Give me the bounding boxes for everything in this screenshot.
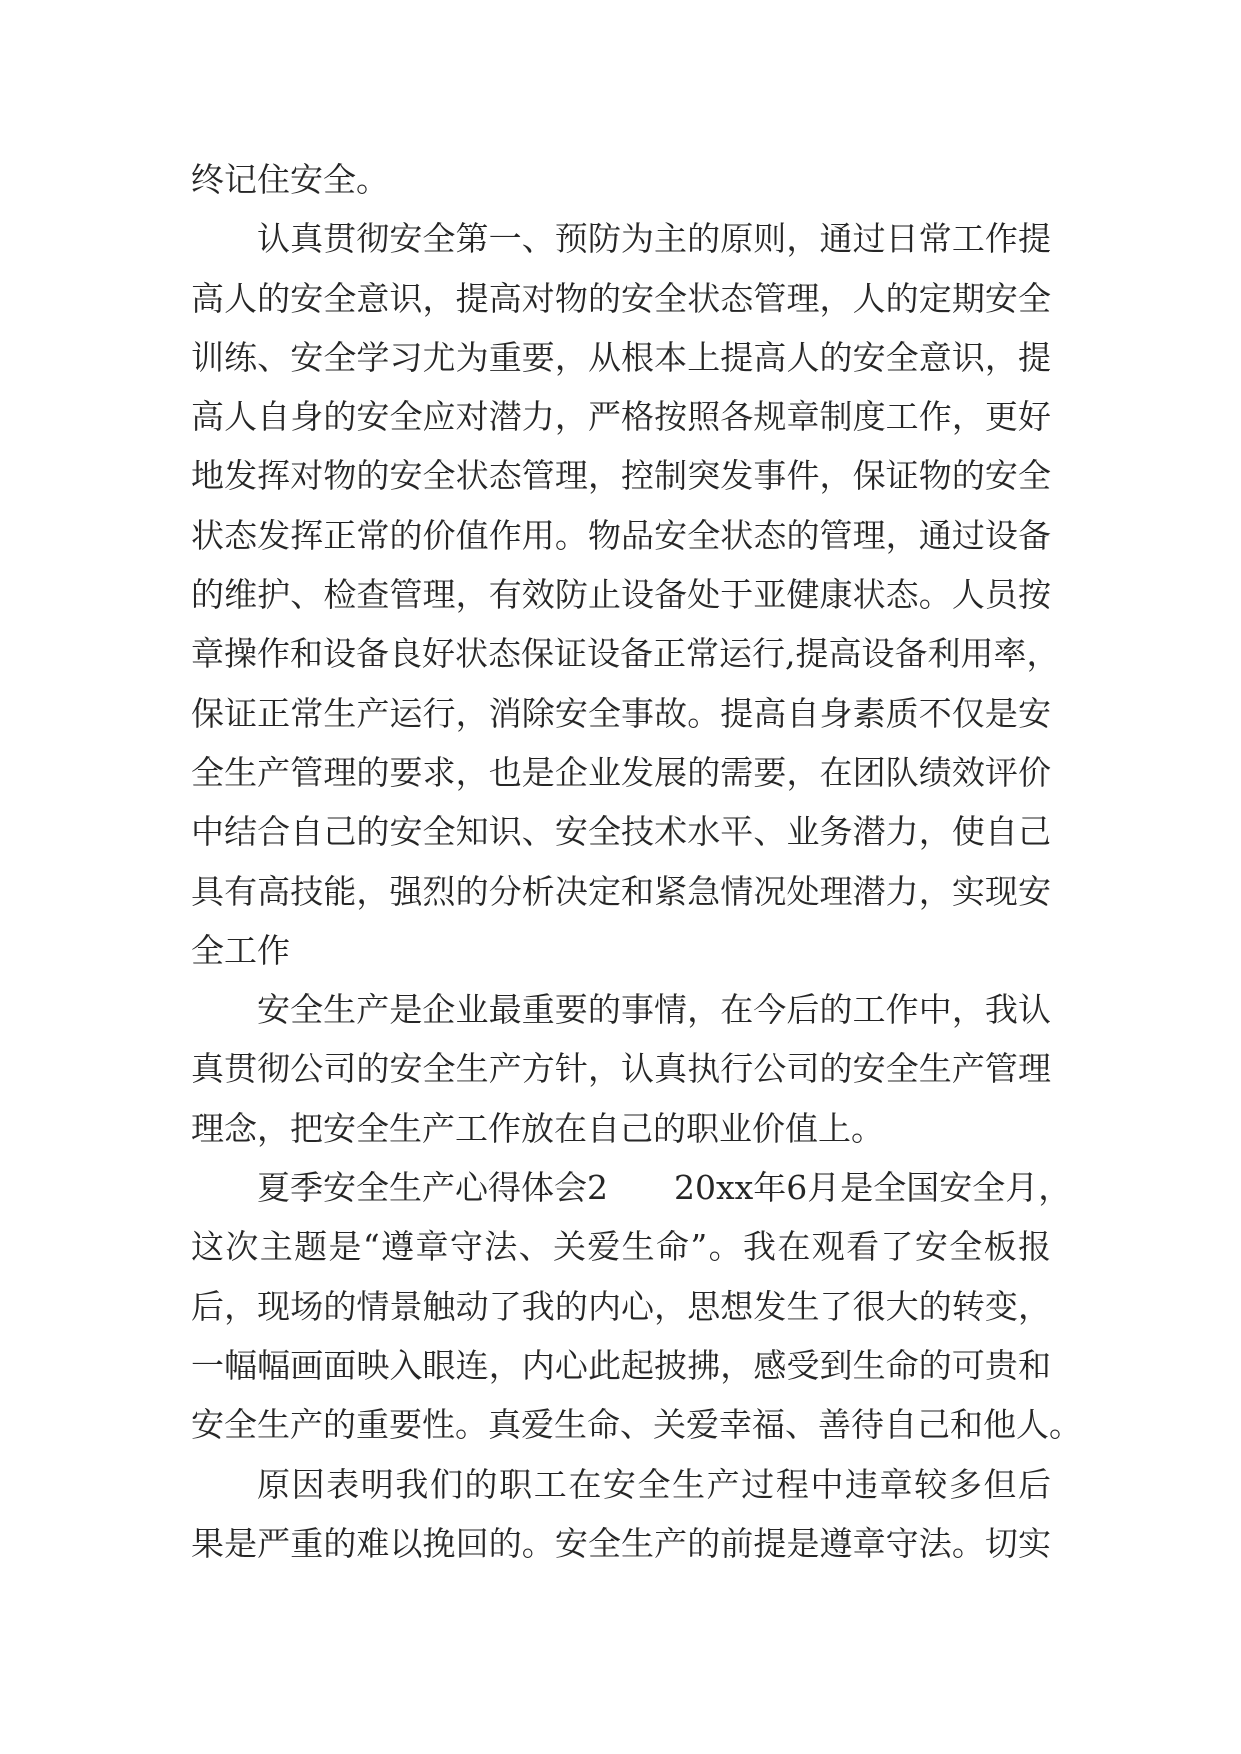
text-line: 具有高技能，强烈的分析决定和紧急情况处理潜力，实现安 xyxy=(191,871,1051,911)
text-line: 安全生产是企业最重要的事情，在今后的工作中，我认 xyxy=(257,990,1051,1030)
text-line: 真贯彻公司的安全生产方针，认真执行公司的安全生产管理 xyxy=(191,1049,1051,1089)
text-line: 高人的安全意识，提高对物的安全状态管理，人的定期安全 xyxy=(191,278,1051,318)
text-line: 这次主题是“遵章守法、关爱生命”。我在观看了安全板报 xyxy=(191,1227,1051,1267)
text-line: 训练、安全学习尤为重要，从根本上提高人的安全意识，提 xyxy=(191,337,1051,377)
text-line: 章操作和设备良好状态保证设备正常运行,提高设备利用率， xyxy=(191,634,1060,674)
text-line: 全工作 xyxy=(191,930,290,970)
document-body xyxy=(191,150,1082,1573)
text-line: 一幅幅画面映入眼连，内心此起披拂，感受到生命的可贵和 xyxy=(191,1345,1051,1385)
text-line: 认真贯彻安全第一、预防为主的原则，通过日常工作提 xyxy=(257,219,1051,259)
text-line: 保证正常生产运行，消除安全事故。提高自身素质不仅是安 xyxy=(191,693,1051,733)
text-line: 终记住安全。 xyxy=(191,160,389,199)
text-line: 安全生产的重要性。真爱生命、关爱幸福、善待自己和他人。 xyxy=(191,1405,1082,1445)
text-line: 原因表明我们的职工在安全生产过程中违章较多但后 xyxy=(257,1464,1051,1504)
text-line: 果是严重的难以挽回的。安全生产的前提是遵章守法。切实 xyxy=(191,1523,1051,1563)
text-line: 的维护、检查管理，有效防止设备处于亚健康状态。人员按 xyxy=(191,575,1051,615)
text-line: 理念，把安全生产工作放在自己的职业价值上。 xyxy=(191,1108,884,1148)
text-line: 夏季安全生产心得体会2 20xx年6月是全国安全月， xyxy=(257,1168,1072,1208)
text-line: 全生产管理的要求，也是企业发展的需要，在团队绩效评价 xyxy=(191,752,1051,792)
text-line: 中结合自己的安全知识、安全技术水平、业务潜力，使自己 xyxy=(191,812,1051,852)
text-line: 高人自身的安全应对潜力，严格按照各规章制度工作，更好 xyxy=(191,397,1051,437)
text-line: 后，现场的情景触动了我的内心，思想发生了很大的转变， xyxy=(191,1286,1051,1326)
text-line: 地发挥对物的安全状态管理，控制突发事件，保证物的安全 xyxy=(191,456,1051,496)
text-line: 状态发挥正常的价值作用。物品安全状态的管理，通过设备 xyxy=(191,515,1051,555)
